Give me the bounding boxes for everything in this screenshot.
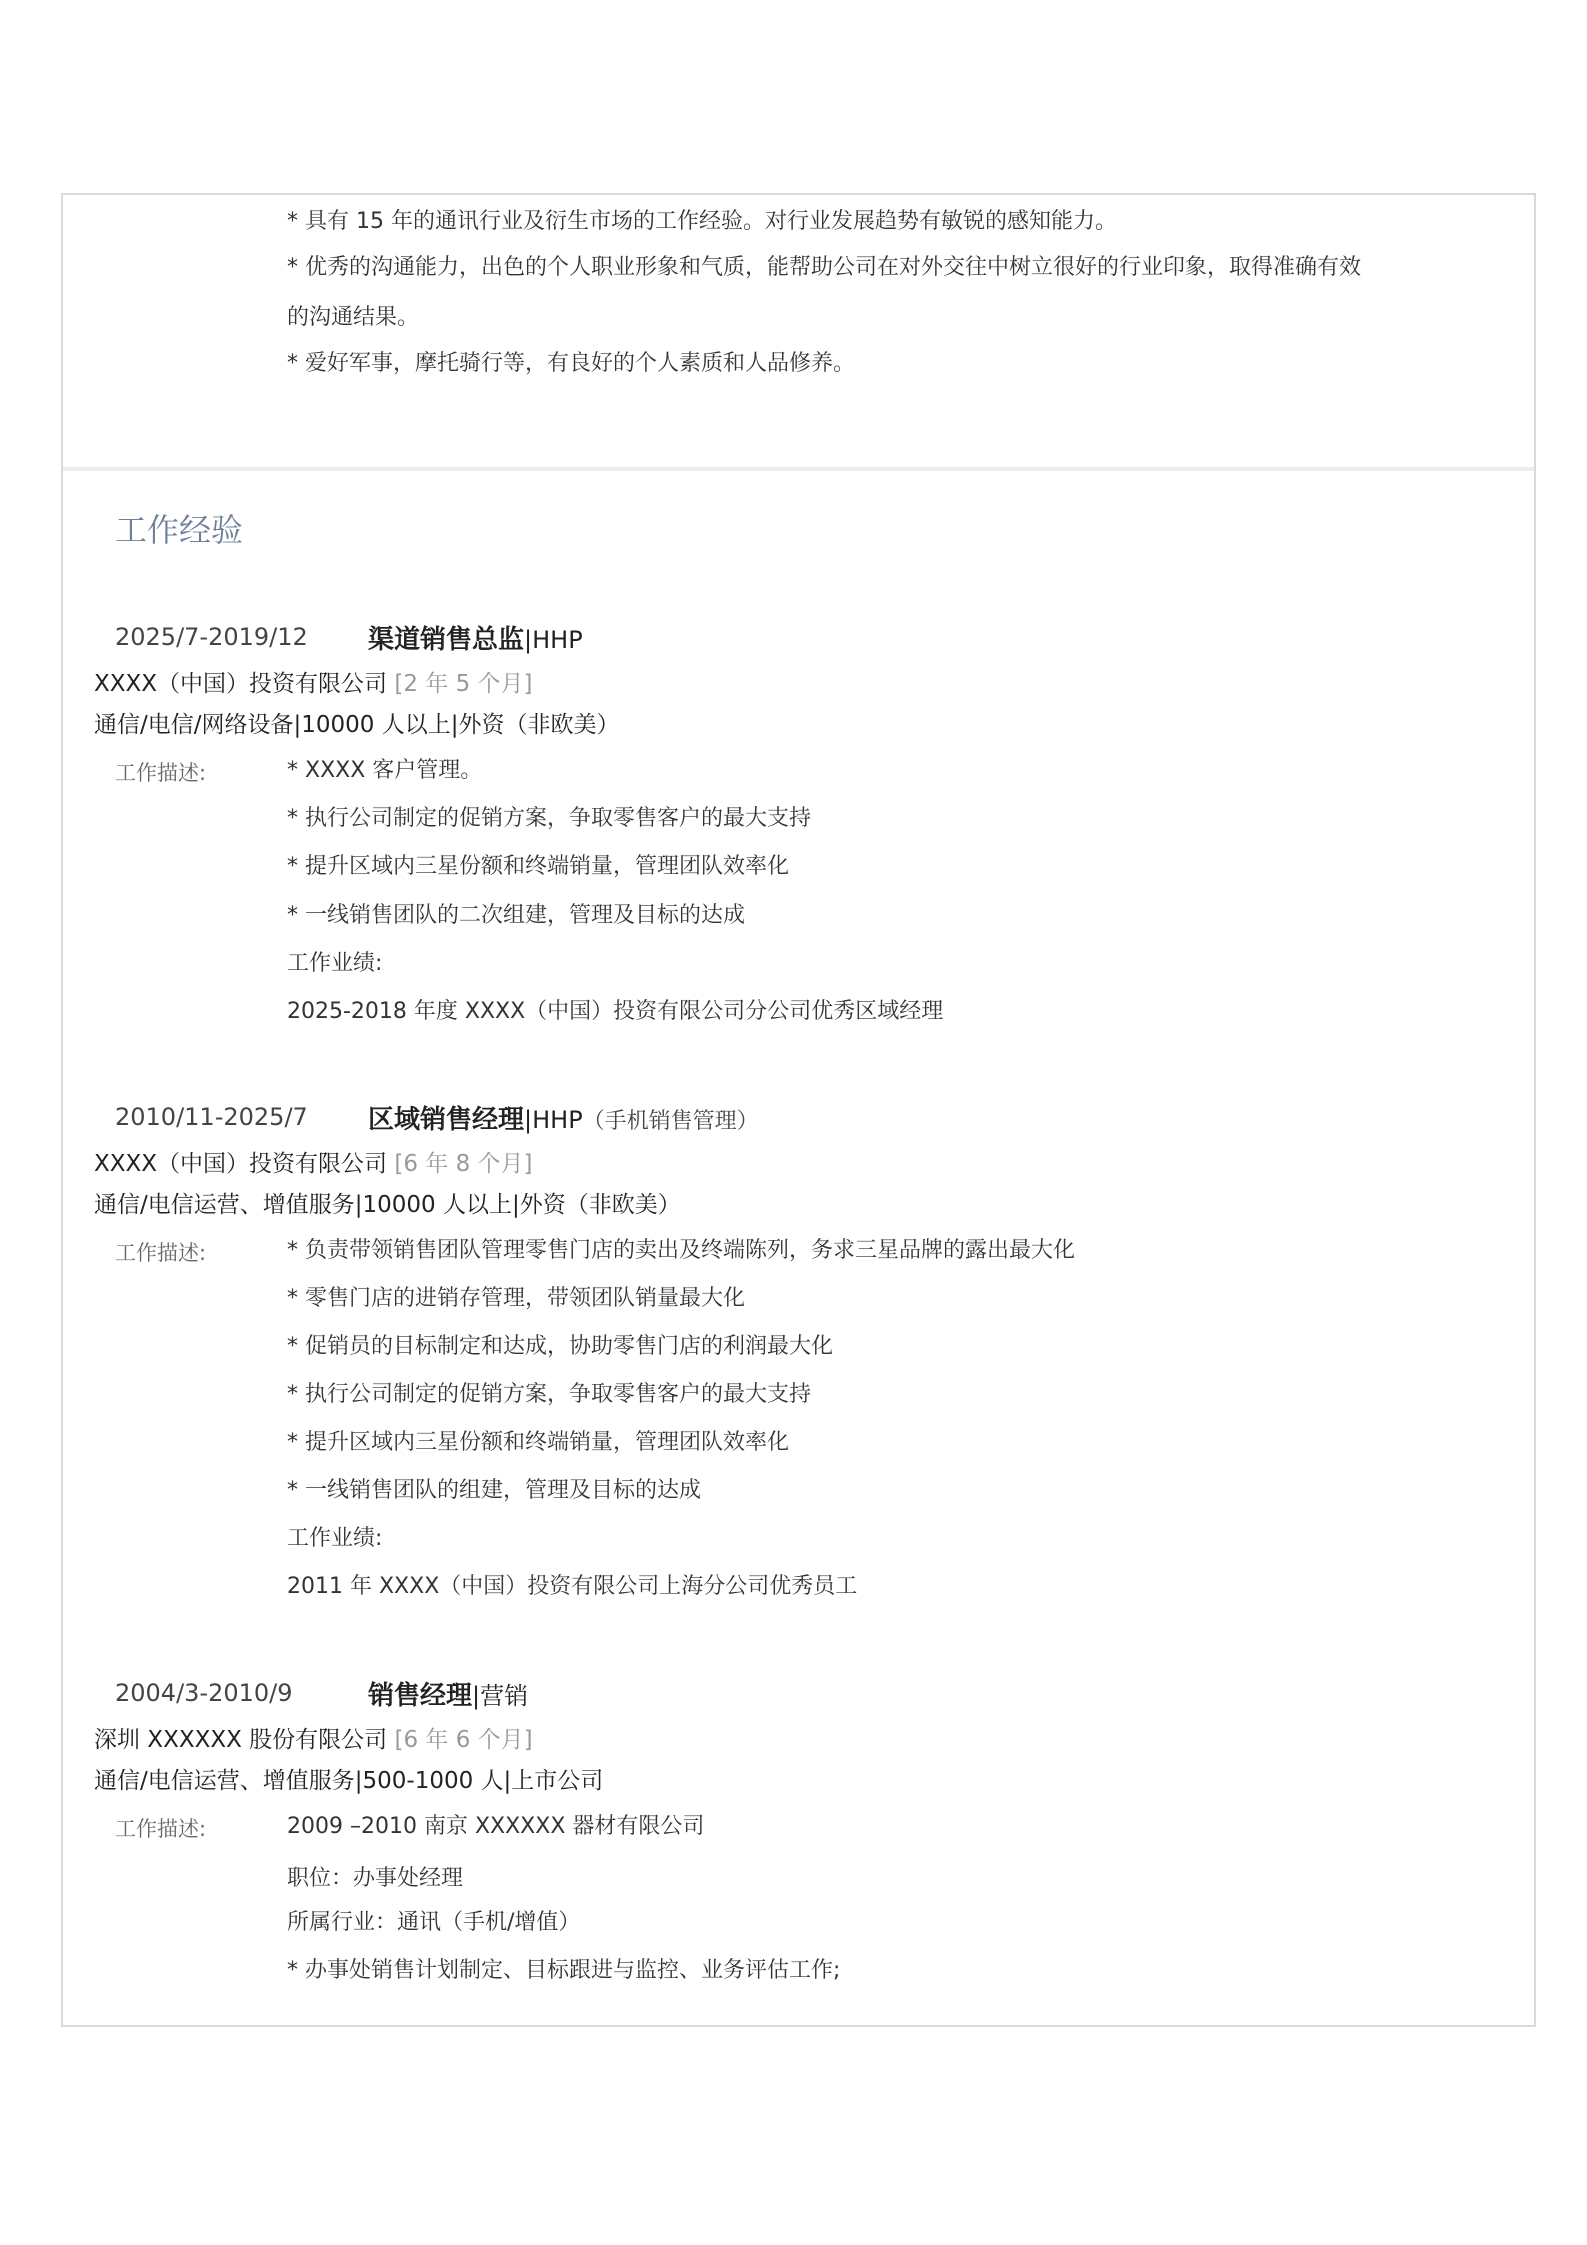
- job-title-text: 区域销售经理: [368, 1105, 525, 1135]
- job-period: 2025/7-2019/12: [115, 623, 308, 651]
- desc-line: 2025-2018 年度 XXXX（中国）投资有限公司分公司优秀区域经理: [287, 999, 944, 1024]
- company-name: 深圳 XXXXXX 股份有限公司: [94, 1727, 388, 1753]
- desc-line: * 提升区域内三星份额和终端销量，管理团队效率化: [287, 854, 789, 879]
- desc-line: 工作业绩:: [287, 951, 383, 976]
- job-industry: 通信/电信运营、增值服务|500-1000 人|上市公司: [94, 1768, 604, 1794]
- desc-line: * XXXX 客户管理。: [287, 758, 483, 783]
- section-divider: [63, 467, 1534, 471]
- job-title: [368, 1099, 759, 1136]
- desc-line: 工作业绩:: [287, 1526, 383, 1551]
- desc-line: 所属行业：通讯（手机/增值）: [287, 1910, 581, 1935]
- job-company: [94, 1145, 533, 1178]
- job-period: 2004/3-2010/9: [115, 1679, 293, 1707]
- job-title: [368, 619, 583, 656]
- section-title: 工作经验: [115, 511, 244, 549]
- intro-line: 的沟通结果。: [287, 305, 420, 330]
- job-title: [368, 1675, 528, 1712]
- desc-line: * 一线销售团队的二次组建，管理及目标的达成: [287, 903, 745, 928]
- job-company: [94, 665, 533, 698]
- job-industry: 通信/电信运营、增值服务|10000 人以上|外资（非欧美）: [94, 1192, 681, 1218]
- desc-line: * 办事处销售计划制定、目标跟进与监控、业务评估工作;: [287, 1958, 841, 1983]
- desc-line: * 负责带领销售团队管理零售门店的卖出及终端陈列，务求三星品牌的露出最大化: [287, 1238, 1075, 1263]
- intro-line: * 具有 15 年的通讯行业及衍生市场的工作经验。对行业发展趋势有敏锐的感知能力。: [287, 209, 1117, 234]
- job-period: 2010/11-2025/7: [115, 1103, 308, 1131]
- job-title-paren: （手机销售管理）: [582, 1109, 759, 1134]
- desc-line: 职位：办事处经理: [287, 1866, 464, 1891]
- desc-line: * 执行公司制定的促销方案，争取零售客户的最大支持: [287, 1382, 811, 1407]
- company-name: XXXX（中国）投资有限公司: [94, 1151, 388, 1177]
- desc-label: 工作描述:: [115, 1241, 207, 1265]
- desc-line: * 零售门店的进销存管理，带领团队销量最大化: [287, 1286, 745, 1311]
- job-duration: [6 年 6 个月]: [394, 1727, 533, 1753]
- desc-line: * 促销员的目标制定和达成，协助零售门店的利润最大化: [287, 1334, 833, 1359]
- job-title-text: 渠道销售总监: [368, 625, 525, 655]
- job-industry: 通信/电信/网络设备|10000 人以上|外资（非欧美）: [94, 712, 620, 738]
- desc-line: * 提升区域内三星份额和终端销量，管理团队效率化: [287, 1430, 789, 1455]
- desc-line: * 执行公司制定的促销方案，争取零售客户的最大支持: [287, 806, 811, 831]
- job-title-suffix: |营销: [472, 1682, 529, 1710]
- intro-line: * 爱好军事，摩托骑行等，有良好的个人素质和人品修养。: [287, 351, 855, 376]
- desc-label: 工作描述:: [115, 1817, 207, 1841]
- intro-line: * 优秀的沟通能力，出色的个人职业形象和气质，能帮助公司在对外交往中树立很好的行业印象，取得准确有效: [287, 255, 1361, 280]
- job-company: [94, 1721, 533, 1754]
- desc-label: 工作描述:: [115, 761, 207, 785]
- job-duration: [6 年 8 个月]: [394, 1151, 533, 1177]
- desc-line: 2009 –2010 南京 XXXXXX 器材有限公司: [287, 1814, 705, 1839]
- desc-line: * 一线销售团队的组建，管理及目标的达成: [287, 1478, 701, 1503]
- company-name: XXXX（中国）投资有限公司: [94, 671, 388, 697]
- desc-line: 2011 年 XXXX（中国）投资有限公司上海分公司优秀员工: [287, 1574, 858, 1599]
- job-title-suffix: |HHP: [524, 626, 583, 654]
- job-duration: [2 年 5 个月]: [394, 671, 533, 697]
- resume-panel: [61, 193, 1536, 2027]
- job-title-text: 销售经理: [368, 1681, 473, 1711]
- job-title-suffix: |HHP: [524, 1106, 583, 1134]
